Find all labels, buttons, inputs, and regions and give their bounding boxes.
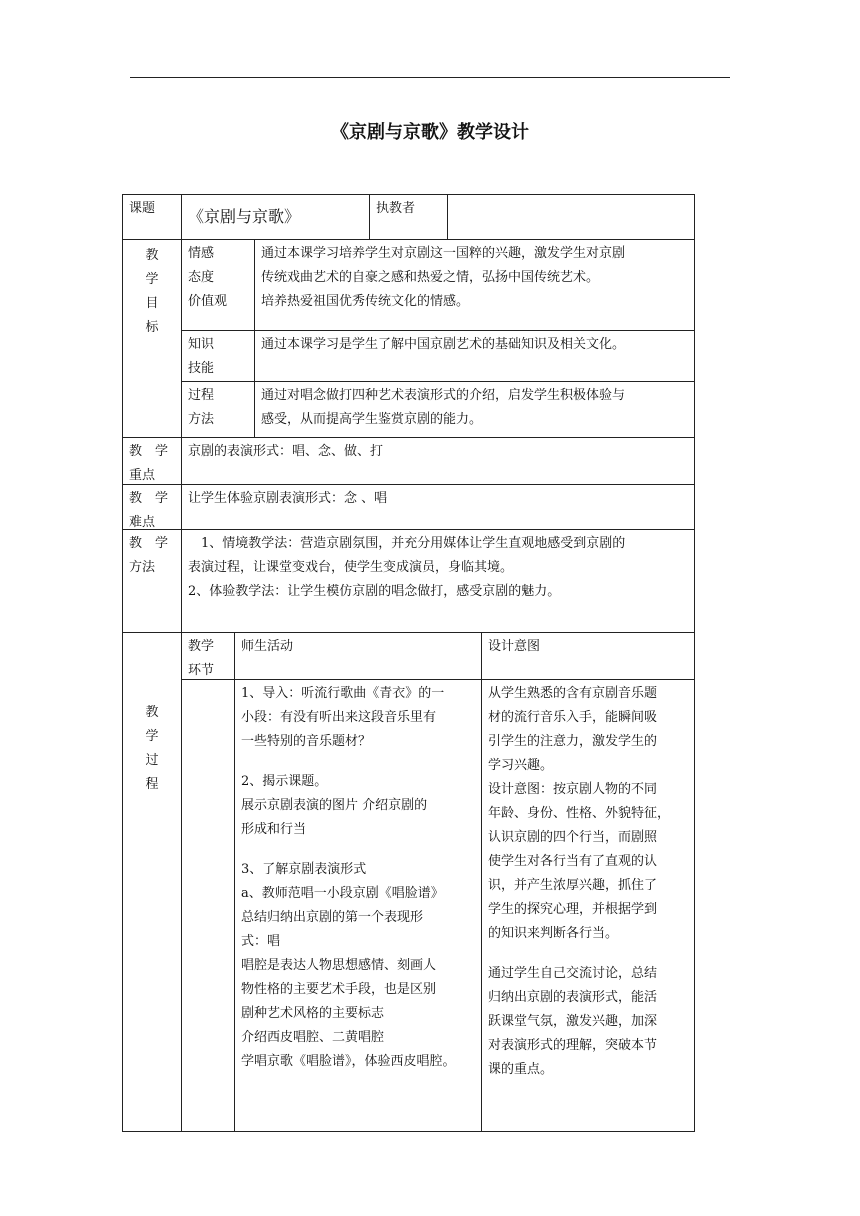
paragraph-line: 2、揭示课题。	[241, 774, 328, 789]
content-line: 感受，从而提高学生鉴赏京剧的能力。	[261, 412, 483, 427]
sub-label-line: 知识	[188, 337, 215, 352]
label-line: 难点	[129, 515, 156, 530]
methods-label-cell	[122, 529, 182, 633]
paragraph-line: 学唱京歌《唱脸谱》，体验西皮唱腔。	[241, 1054, 456, 1069]
blank-line	[488, 946, 688, 962]
key-points-content: 京剧的表演形式：唱、念、做、打	[188, 444, 384, 459]
methods-content-cell	[181, 529, 695, 633]
paragraph-line: 归纳出京剧的表演形式，能活	[488, 990, 658, 1005]
paragraph-line: 引学生的注意力，激发学生的	[488, 734, 658, 749]
key-points-label-cell	[122, 437, 182, 485]
sub-label-line: 技能	[188, 361, 215, 376]
difficulties-content-cell	[181, 484, 695, 530]
label-line: 重点	[129, 468, 156, 483]
header-rule	[130, 77, 730, 78]
sub-label-line: 方法	[188, 412, 215, 427]
process-label-char: 学	[145, 729, 159, 744]
paragraph-line: 对表演形式的理解，突破本节	[488, 1038, 658, 1053]
teacher-label-cell	[369, 194, 448, 240]
goals-emotion-label-cell	[181, 239, 255, 331]
teacher-value-cell	[447, 194, 695, 240]
goals-label-char: 学	[145, 272, 159, 287]
paragraph-line: 课的重点。	[488, 1062, 554, 1077]
process-label-cell	[122, 632, 182, 1132]
key-points-content-cell	[181, 437, 695, 485]
paragraph-line: 通过学生自己交流讨论，总结	[488, 966, 658, 981]
activity-header-cell	[234, 632, 482, 680]
stage-body-cell	[181, 679, 235, 1132]
label-line: 教 学	[129, 444, 169, 459]
paragraph-line: 的知识来判断各行当。	[488, 926, 619, 941]
goals-knowledge-content-cell	[254, 330, 695, 382]
sub-label-line: 过程	[188, 388, 215, 403]
paragraph-line: 物性格的主要艺术手段，也是区别	[241, 982, 437, 997]
intent-header: 设计意图	[488, 639, 541, 654]
content-line: 通过对唱念做打四种艺术表演形式的介绍，启发学生积极体验与	[261, 388, 626, 403]
activity-body-cell	[234, 679, 482, 1132]
difficulties-label-cell	[122, 484, 182, 530]
topic-value: 《京剧与京歌》	[188, 207, 301, 226]
process-label-char: 过	[145, 753, 159, 768]
topic-value-cell	[181, 194, 370, 240]
teacher-label: 执教者	[376, 201, 416, 216]
paragraph-line: 认识京剧的四个行当，而剧照	[488, 830, 658, 845]
blank-line	[241, 842, 475, 858]
paragraph-line: 跃课堂气氛，激发兴趣，加深	[488, 1014, 658, 1029]
intent-header-cell	[481, 632, 695, 680]
goals-process-content-cell	[254, 381, 695, 438]
paragraph-line: 设计意图：按京剧人物的不同	[488, 782, 658, 797]
content-line: 培养热爱祖国优秀传统文化的情感。	[261, 294, 470, 309]
paragraph-line: 唱腔是表达人物思想感情、刻画人	[241, 958, 437, 973]
goals-label-char: 目	[145, 296, 159, 311]
goals-label-cell	[122, 239, 182, 438]
document-title: 《京剧与京歌》教学设计	[331, 122, 529, 143]
intent-body-cell	[481, 679, 695, 1132]
label-line: 教 学	[129, 536, 169, 551]
content-line: 传统戏曲艺术的自豪之感和热爱之情，弘扬中国传统艺术。	[261, 270, 600, 285]
paragraph-line: 识，并产生浓厚兴趣，抓住了	[488, 878, 658, 893]
process-label-char: 程	[145, 777, 159, 792]
content-line: 2、体验教学法：让学生模仿京剧的唱念做打，感受京剧的魅力。	[188, 584, 561, 599]
paragraph-line: 小段：有没有听出来这段音乐里有	[241, 710, 437, 725]
paragraph-line: a、教师范唱一小段京剧《唱脸谱》	[241, 886, 444, 901]
topic-label-cell	[122, 194, 182, 240]
paragraph-line: 一些特别的音乐题材？	[241, 734, 372, 749]
goals-process-label-cell	[181, 381, 255, 438]
goals-knowledge-label-cell	[181, 330, 255, 382]
goals-label-char: 教	[145, 248, 159, 263]
sub-label-line: 态度	[188, 270, 215, 285]
content-line: 表演过程，让课堂变戏台，使学生变成演员，身临其境。	[188, 560, 514, 575]
paragraph-line: 学习兴趣。	[488, 758, 554, 773]
sub-label-line: 情感	[188, 246, 215, 261]
stage-header-line: 教学	[188, 639, 215, 654]
activity-header: 师生活动	[241, 639, 294, 654]
label-line: 方法	[129, 560, 156, 575]
process-label-char: 教	[145, 705, 159, 720]
content-line: 1、情境教学法：营造京剧氛围，并充分用媒体让学生直观地感受到京剧的	[188, 536, 626, 551]
paragraph-line: 材的流行音乐入手，能瞬间吸	[488, 710, 658, 725]
goals-emotion-content-cell	[254, 239, 695, 331]
paragraph-line: 3、了解京剧表演形式	[241, 862, 367, 877]
label-line: 教 学	[129, 491, 169, 506]
paragraph-line: 展示京剧表演的图片 介绍京剧的	[241, 798, 428, 813]
content-line: 通过本课学习培养学生对京剧这一国粹的兴趣，激发学生对京剧	[261, 246, 626, 261]
topic-label: 课题	[129, 201, 156, 216]
paragraph-line: 学生的探究心理，并根据学到	[488, 902, 658, 917]
stage-header-cell	[181, 632, 235, 680]
paragraph-line: 剧种艺术风格的主要标志	[241, 1006, 385, 1021]
paragraph-line: 1、导入：听流行歌曲《青衣》的一	[241, 686, 445, 701]
paragraph-line: 使学生对各行当有了直观的认	[488, 854, 658, 869]
goals-label-char: 标	[145, 320, 159, 335]
difficulties-content: 让学生体验京剧表演形式：念 、唱	[188, 491, 388, 506]
paragraph-line: 介绍西皮唱腔、二黄唱腔	[241, 1030, 385, 1045]
content-line: 通过本课学习是学生了解中国京剧艺术的基础知识及相关文化。	[261, 337, 626, 352]
paragraph-line: 年龄、身份、性格、外貌特征，	[488, 806, 671, 821]
blank-line	[241, 754, 475, 770]
stage-header-line: 环节	[188, 663, 215, 678]
paragraph-line: 总结归纳出京剧的第一个表现形	[241, 910, 424, 925]
sub-label-line: 价值观	[188, 294, 228, 309]
paragraph-line: 形成和行当	[241, 822, 307, 837]
paragraph-line: 从学生熟悉的含有京剧音乐题	[488, 686, 658, 701]
paragraph-line: 式：唱	[241, 934, 281, 949]
